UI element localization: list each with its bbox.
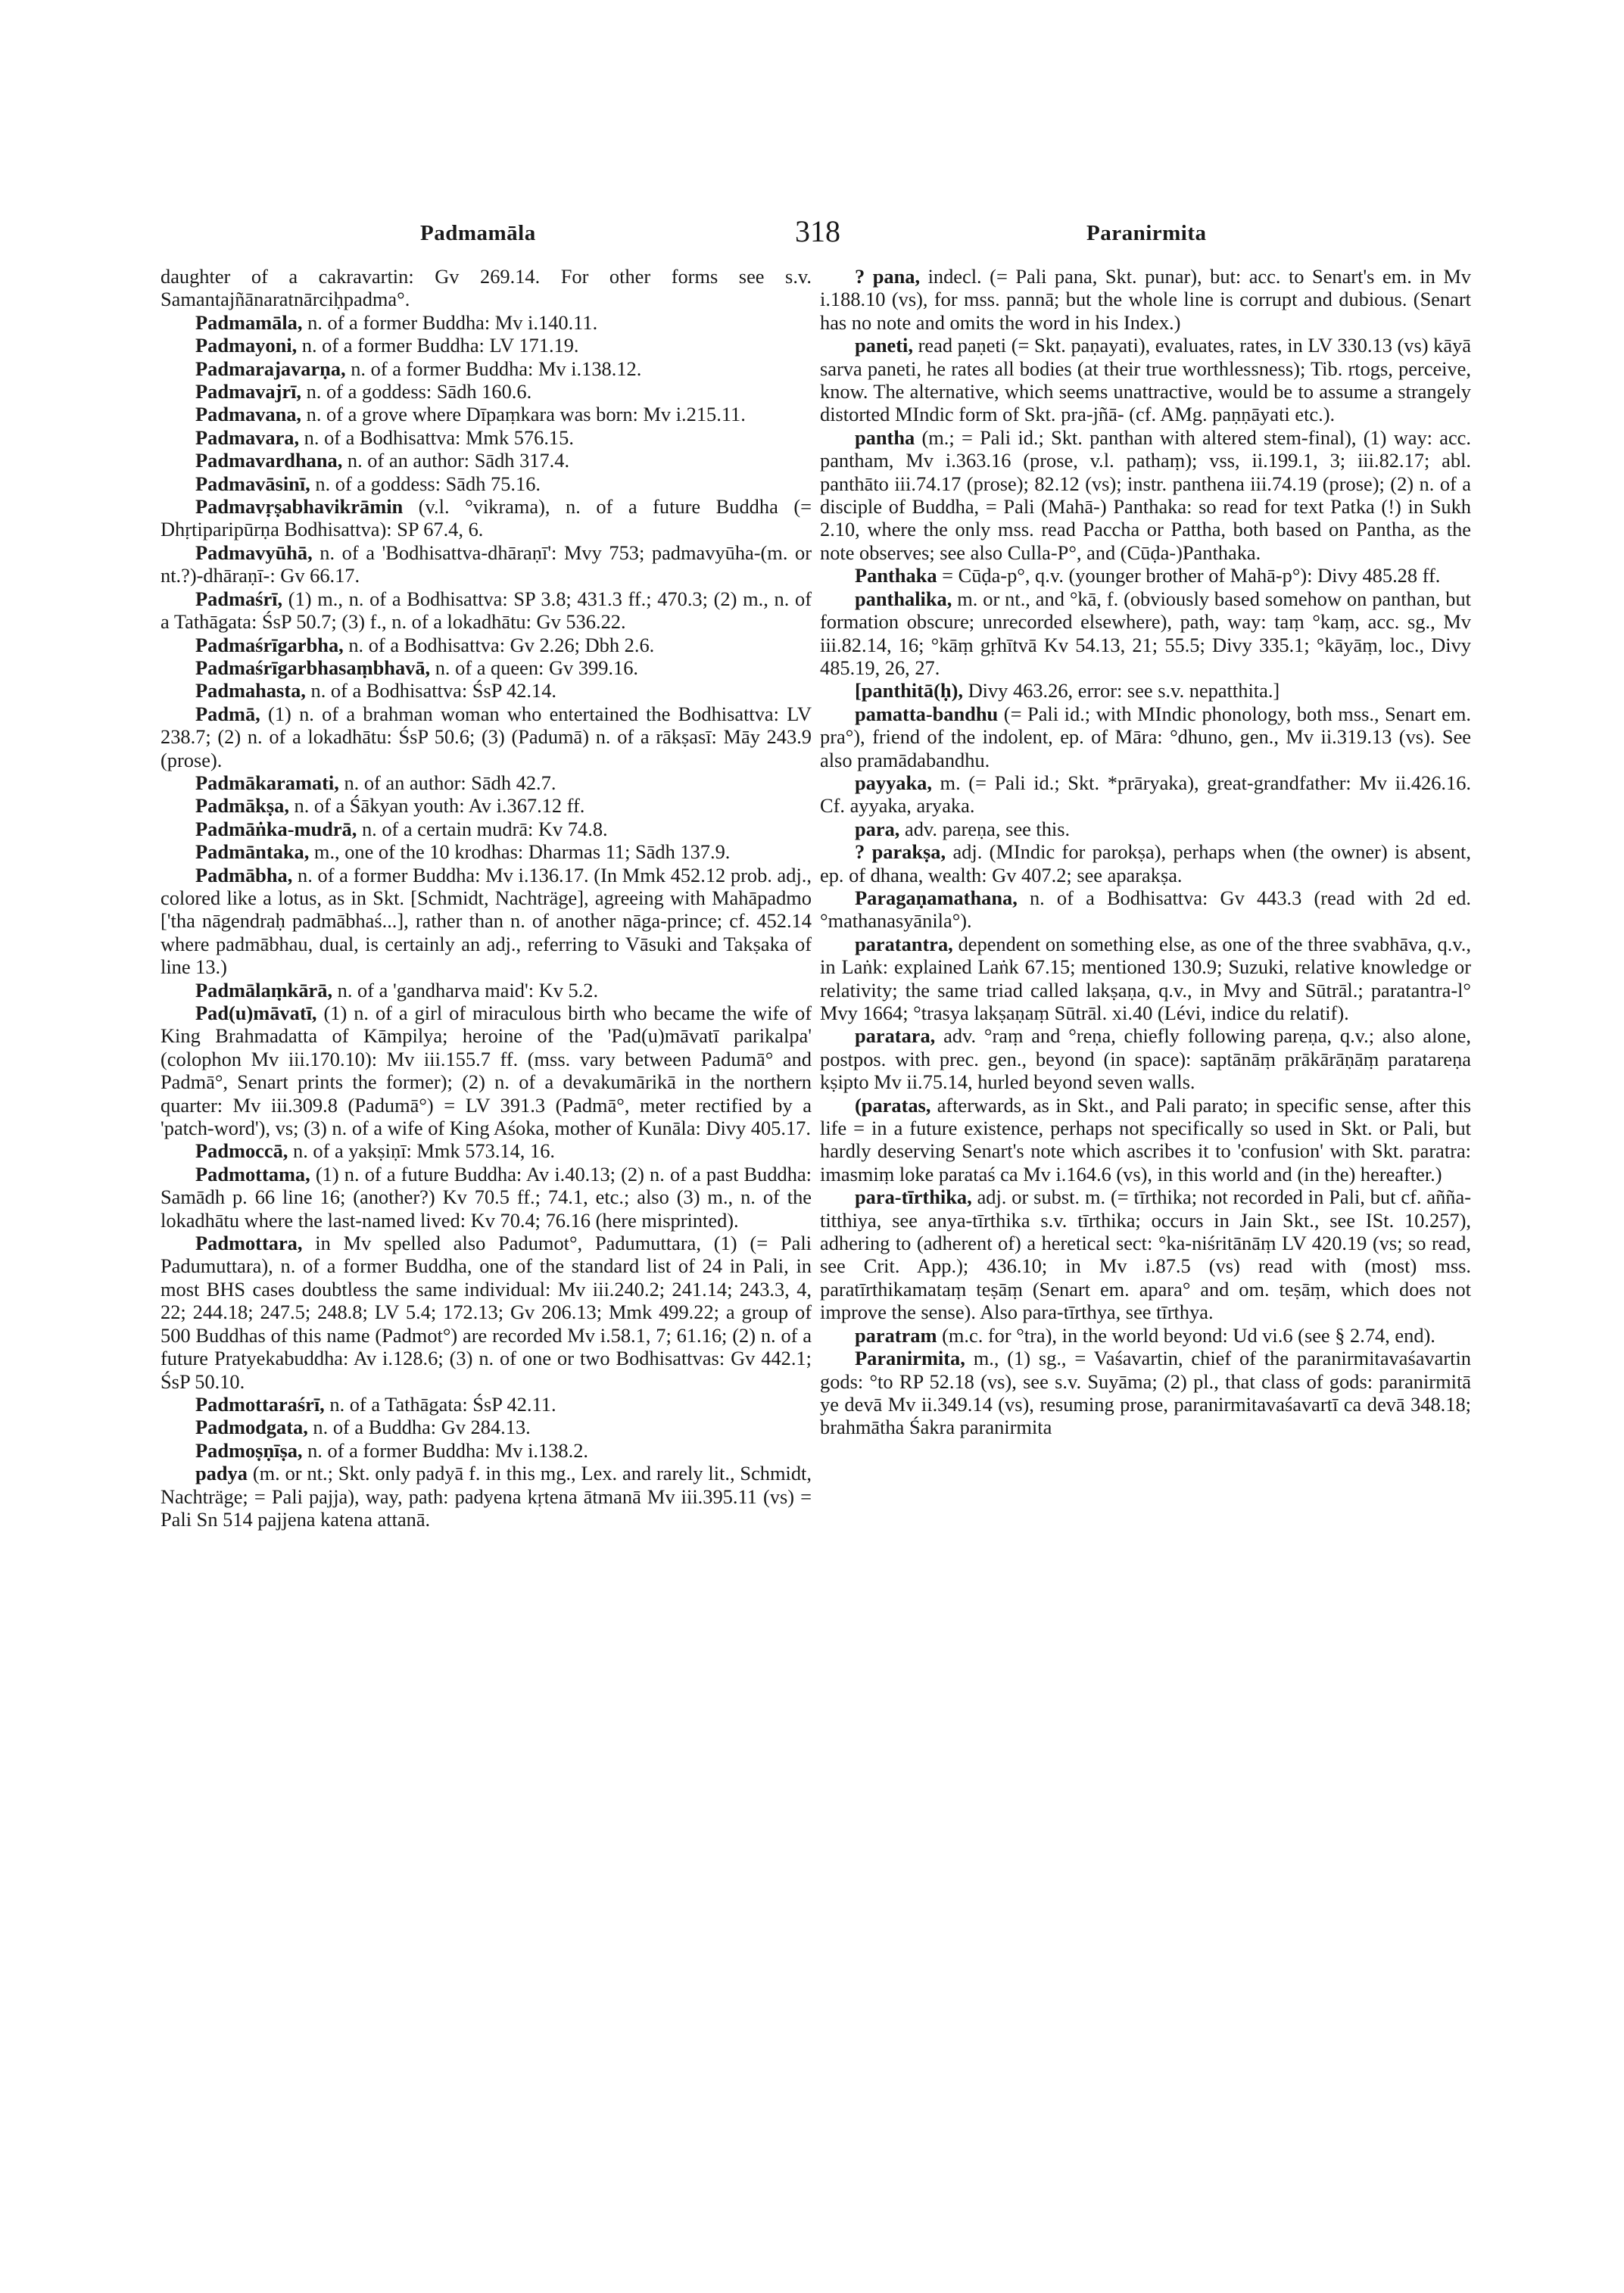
entry-definition: n. of a goddess: Sādh 75.16. xyxy=(310,472,541,495)
entry-headword: Padmarajavarṇa, xyxy=(195,357,346,380)
dictionary-entry xyxy=(820,1347,1471,1439)
entry-definition: adj. or subst. m. (= tīrthika; not recorded in Pali, but cf. añña-titthiya, see anya-tīrthika s.v. tīrthika; occurs in Jain Skt., see ISt. 10.257), adhering to (adherent of) a heretical sect: °ka-niśritānāṃ LV 420.19 (vs; so read, see Crit. App.); 436.10; in Mv i.87.5 (vs) read with (most) mss. paratīrthikamataṃ teṣāṃ (Senart em. apara° and om. teṣāṃ, which does not improve the sense). Also para-tīrthya, see tīrthya. xyxy=(820,1185,1471,1324)
dictionary-entry xyxy=(820,1094,1471,1186)
dictionary-entry xyxy=(161,472,812,495)
header-right-guideword: Paranirmita xyxy=(1086,221,1207,245)
dictionary-entry xyxy=(161,311,812,334)
dictionary-entry xyxy=(820,265,1471,334)
dictionary-entry xyxy=(161,1462,812,1531)
entry-definition: n. of a certain mudrā: Kv 74.8. xyxy=(357,817,608,840)
entry-headword: Panthaka xyxy=(855,564,937,587)
dictionary-entry xyxy=(161,840,812,863)
dictionary-entry xyxy=(820,933,1471,1025)
dictionary-entry xyxy=(161,1439,812,1462)
entry-definition: n. of a 'gandharva maid': Kv 5.2. xyxy=(332,978,599,1002)
entry-definition: n. of a 'Bodhisattva-dhāraṇī': Mvy 753; padmavyūha-(m. or nt.?)-dhāraṇī-: Gv 66.17. xyxy=(161,541,812,587)
entry-headword: pamatta-bandhu xyxy=(855,702,999,725)
entry-headword: Paranirmita, xyxy=(855,1347,965,1370)
entry-definition: n. of a former Buddha: LV 171.19. xyxy=(297,334,579,357)
entry-headword: Padmottaraśrī, xyxy=(195,1392,325,1416)
dictionary-entry xyxy=(161,1232,812,1393)
dictionary-entry xyxy=(161,357,812,380)
entry-definition: daughter of a cakravartin: Gv 269.14. For other forms see s.v. Samantajñānaratnārciḥpadma°. xyxy=(161,265,812,311)
entry-headword: Padmā, xyxy=(195,702,260,725)
entry-definition: n. of an author: Sādh 317.4. xyxy=(342,449,570,472)
entry-definition: n. of a Tathāgata: ŚsP 42.11. xyxy=(324,1392,556,1416)
entry-definition: (m.c. for °tra), in the world beyond: Ud vi.6 (see § 2.74, end). xyxy=(937,1323,1435,1347)
entry-definition: indecl. (= Pali pana, Skt. punar), but: acc. to Senart's em. in Mv i.188.10 (vs), for mss. pannā; but the whole line is corrupt and dubious. (Senart has no note and omits the word in his Index.) xyxy=(820,265,1472,334)
entry-headword: para, xyxy=(855,817,900,840)
entry-definition: n. of a queen: Gv 399.16. xyxy=(430,656,638,679)
entry-headword: Padmamāla, xyxy=(195,310,303,334)
entry-definition: m. (= Pali id.; Skt. *prāryaka), great-grandfather: Mv ii.426.16. Cf. ayyaka, aryaka. xyxy=(820,771,1471,818)
entry-definition: read paṇeti (= Skt. paṇayati), evaluates, rates, in LV 330.13 (vs) kāyā sarva paneti, he rates all bodies (at their true worthlessness); Tib. rtogs, perceive, know. The alternative, which seems unattractive, would be to assume a strangely distorted MIndic form of Skt. pra-jñā- (cf. AMg. paṇṇāyati etc.). xyxy=(820,334,1471,426)
header-left-guideword: Padmamāla xyxy=(420,221,536,245)
dictionary-entry xyxy=(161,979,812,1002)
dictionary-entry xyxy=(161,1393,812,1416)
running-head xyxy=(155,213,1473,259)
entry-definition: m. or nt., and °kā, f. (obviously based somehow on panthan, but formation obscure; unrecorded elsewhere), path, way: taṃ °kaṃ, acc. sg., Mv iii.82.14, 16; °kāṃ gṛhītvā Kv 54.13, 21; 55.5; Divy 335.1; °kāyāṃ, loc., Divy 485.19, 26, 27. xyxy=(820,587,1471,679)
page-number: 318 xyxy=(795,214,840,248)
dictionary-entry xyxy=(820,426,1471,564)
entry-definition: n. of a former Buddha: Mv i.140.11. xyxy=(302,310,598,334)
entry-headword: Padmākṣa, xyxy=(195,794,289,818)
dictionary-entry xyxy=(820,564,1471,587)
entry-definition: n. of a Śākyan youth: Av i.367.12 ff. xyxy=(288,794,585,818)
entry-definition: adj. (MIndic for parokṣa), perhaps when (the owner) is absent, ep. of dhana, wealth: Gv 407.2; see aparakṣa. xyxy=(820,840,1471,886)
dictionary-entry xyxy=(820,334,1471,426)
entry-headword: Padmoṣṇīṣa, xyxy=(195,1438,303,1462)
entry-headword: Padmahasta, xyxy=(195,679,306,703)
dictionary-entry xyxy=(820,1024,1471,1093)
entry-definition: n. of a former Buddha: Mv i.138.12. xyxy=(345,357,642,380)
entry-headword: Padmavṛṣabhavikrāmin xyxy=(195,495,404,519)
dictionary-entry xyxy=(820,771,1471,818)
entry-headword: Padmāṅka-mudrā, xyxy=(195,817,357,840)
entry-definition: n. of a former Buddha: Mv i.136.17. (In Mmk 452.12 prob. adj., colored like a lotus, as in Skt. [Schmidt, Nachträge], agreeing with Mahāpadmo ['tha nāgendraḥ padmābhaś...], rather than n. of another nāga-prince; cf. 452.14 where padmābhau, dual, is certainly an adj., referring to Vāsuki and Takṣaka of line 13.) xyxy=(161,863,812,979)
left-column xyxy=(161,265,812,1531)
dictionary-entry xyxy=(820,818,1471,840)
dictionary-entry xyxy=(820,886,1471,933)
dictionary-entry xyxy=(161,265,812,311)
entry-definition: adv. °raṃ and °reṇa, chiefly following pareṇa, q.v.; also alone, postpos. with prec. gen., beyond (in space): saptānāṃ prākārāṇāṃ paratareṇa kṣipto Mv ii.75.14, hurled beyond seven walls. xyxy=(820,1024,1471,1094)
entry-headword: paratara, xyxy=(855,1024,936,1048)
entry-headword: Padmaśrī, xyxy=(195,587,283,610)
entry-headword: Padmavyūhā, xyxy=(195,541,313,564)
dictionary-entry xyxy=(820,679,1471,702)
dictionary-entry xyxy=(161,818,812,840)
dictionary-entry xyxy=(161,334,812,357)
entry-headword: Padmavajrī, xyxy=(195,380,301,403)
entry-headword: Paragaṇamathana, xyxy=(855,886,1018,909)
dictionary-entry xyxy=(161,449,812,472)
entry-definition: m., one of the 10 krodhas: Dharmas 11; Sādh 137.9. xyxy=(309,840,731,864)
entry-headword: Padmālaṃkārā, xyxy=(195,978,333,1002)
entry-definition: n. of a Bodhisattva: Gv 2.26; Dbh 2.6. xyxy=(343,633,655,656)
dictionary-entry xyxy=(161,495,812,541)
entry-headword: Padmaśrīgarbha, xyxy=(195,633,344,656)
dictionary-entry xyxy=(161,541,812,587)
dictionary-entry xyxy=(161,1163,812,1232)
dictionary-entry xyxy=(161,426,812,449)
entry-definition: n. of a Bodhisattva: Mmk 576.15. xyxy=(299,425,574,449)
entry-headword: Pad(u)māvatī, xyxy=(195,1002,317,1024)
entry-definition: n. of a Bodhisattva: Gv 443.3 (read with 2d ed. °mathanasyānila°). xyxy=(820,886,1471,933)
entry-headword: pantha xyxy=(855,425,915,449)
dictionary-entry xyxy=(161,771,812,794)
entry-headword: paratram xyxy=(855,1323,937,1347)
entry-headword: [panthitā(ḥ), xyxy=(855,679,963,703)
entry-definition: (1) n. of a girl of miraculous birth who became the wife of King Brahmadatta of Kāmpilya; heroine of the 'Pad(u)māvatī parikalpa' (colophon Mv iii.170.10): Mv iii.155.7 ff. (mss. vary between Padumā° and Padmā°, Senart prints the former); (2) n. of a devakumārikā in the northern quarter: Mv iii.309.8 (Padumā°) = LV 391.3 (Padmā°, meter rectified by a 'patch-word'), vs; (3) n. of a wife of King Aśoka, mother of Kunāla: Divy 405.17. xyxy=(161,1002,812,1140)
dictionary-entry xyxy=(161,380,812,403)
entry-headword: Padmoccā, xyxy=(195,1139,288,1163)
entry-definition: in Mv spelled also Padumot°, Padumuttara, (1) (= Pali Padumuttara), n. of a former Buddha, one of the standard list of 24 in Pali, in most BHS cases doubtless the same individual: Mv iii.240.2; 241.14; 243.3, 4, 22; 244.18; 247.5; 248.8; LV 5.4; 172.13; Gv 206.13; Mmk 499.22; a group of 500 Buddhas of this name (Padmot°) are recorded Mv i.58.1, 7; 61.16; (2) n. of a future Pratyekabuddha: Av i.128.6; (3) n. of one or two Bodhisattvas: Gv 442.1; ŚsP 50.10. xyxy=(161,1232,812,1393)
entry-headword: Padmavara, xyxy=(195,425,300,449)
entry-headword: paneti, xyxy=(855,334,913,357)
entry-definition: (= Pali id.; with MIndic phonology, both mss., Senart em. pra°), friend of the indolent, ep. of Māra: °dhuno, gen., Mv ii.319.13 (vs). See also pramādabandhu. xyxy=(820,702,1471,771)
dictionary-entry xyxy=(161,703,812,771)
entry-headword: Padmodgata, xyxy=(195,1416,308,1439)
dictionary-entry xyxy=(161,679,812,702)
dictionary-entry xyxy=(820,587,1471,680)
entry-headword: Padmaśrīgarbhasaṃbhavā, xyxy=(195,656,431,679)
entry-headword: para-tīrthika, xyxy=(855,1185,972,1209)
entry-definition: n. of a grove where Dīpaṃkara was born: Mv i.215.11. xyxy=(301,403,746,426)
entry-definition: (m.; = Pali id.; Skt. panthan with altered stem-final), (1) way: acc. pantham, Mv i.363.16 (prose, v.l. pathaṃ); vss, ii.199.1, 3; iii.82.17; abl. panthāto iii.74.17 (prose); 82.12 (vs); instr. panthena iii.74.19 (prose); (2) n. of a disciple of Buddha, = Pali (Mahā-) Panthaka: so read for text Patka (!) in Sukh 2.10, where the only mss. read Paccha or Pattha, both based on Pantha, as the note observes; see also Culla-P°, and (Cūḍa-)Panthaka. xyxy=(820,425,1471,564)
dictionary-entry xyxy=(161,403,812,425)
entry-definition: (1) n. of a future Buddha: Av i.40.13; (2) n. of a past Buddha: Samādh p. 66 line 16; (another?) Kv 70.5 ff.; 74.1, etc.; also (3) m., n. of the lokadhātu where the last-named lived: Kv 70.4; 76.16 (here misprinted). xyxy=(161,1162,812,1232)
dictionary-entry xyxy=(161,1416,812,1438)
entry-headword: Padmottama, xyxy=(195,1162,310,1185)
dictionary-entry xyxy=(161,634,812,656)
entry-headword: Padmākaramati, xyxy=(195,771,339,794)
dictionary-entry xyxy=(161,1139,812,1162)
entry-headword: Padmavardhana, xyxy=(195,449,343,472)
dictionary-entry xyxy=(820,1324,1471,1347)
dictionary-entry xyxy=(161,587,812,634)
right-column xyxy=(820,265,1471,1439)
entry-headword: Padmāntaka, xyxy=(195,840,310,864)
entry-definition: Divy 463.26, error: see s.v. nepatthita.] xyxy=(962,679,1280,703)
entry-headword: Padmottara, xyxy=(195,1232,303,1255)
entry-definition: n. of an author: Sādh 42.7. xyxy=(338,771,556,794)
dictionary-entry xyxy=(161,1002,812,1139)
entry-definition: n. of a Bodhisattva: ŚsP 42.14. xyxy=(305,679,557,703)
entry-headword: payyaka, xyxy=(855,771,932,794)
entry-definition: m., (1) sg., = Vaśavartin, chief of the paranirmitavaśavartin gods: °to RP 52.18 (vs), see s.v. Suyāma; (2) pl., that class of gods: paranirmitā ye devā Mv ii.349.14 (vs), resuming prose, paranirmitavaśavartī ca devā 348.18; brahmātha Śakra paranirmita xyxy=(820,1347,1471,1439)
entry-definition: n. of a former Buddha: Mv i.138.2. xyxy=(302,1438,588,1462)
entry-headword: Padmavana, xyxy=(195,403,302,426)
entry-headword: Padmayoni, xyxy=(195,334,298,357)
dictionary-entry xyxy=(820,840,1471,886)
entry-definition: n. of a Buddha: Gv 284.13. xyxy=(307,1416,531,1439)
dictionary-entry xyxy=(820,703,1471,771)
entry-headword: Padmavāsinī, xyxy=(195,472,310,495)
entry-headword: Padmābha, xyxy=(195,863,293,886)
entry-headword: padya xyxy=(195,1462,248,1485)
entry-definition: afterwards, as in Skt., and Pali parato; in specific sense, after this life = in a future existence, perhaps not specifically so used in Skt. or Pali, but hardly deserving Senart's note which ascribes it to 'confusion' with Skt. paratra: imasmiṃ loke parataś ca Mv i.164.6 (vs), in this world and (in the) hereafter.) xyxy=(820,1093,1471,1185)
entry-headword: ? parakṣa, xyxy=(855,840,946,864)
entry-headword: (paratas, xyxy=(855,1093,931,1117)
entry-headword: panthalika, xyxy=(855,587,952,610)
entry-definition: = Cūḍa-p°, q.v. (younger brother of Mahā-p°): Divy 485.28 ff. xyxy=(937,564,1441,587)
dictionary-entry xyxy=(161,794,812,817)
dictionary-entry xyxy=(161,864,812,979)
entry-definition: (m. or nt.; Skt. only padyā f. in this mg., Lex. and rarely lit., Schmidt, Nachträge; = Pali pajja), way, path: padyena kṛtena ātmanā Mv iii.395.11 (vs) = Pali Sn 514 pajjena katena attanā. xyxy=(161,1462,812,1531)
entry-definition: n. of a yakṣiṇī: Mmk 573.14, 16. xyxy=(288,1139,555,1163)
entry-definition: (1) m., n. of a Bodhisattva: SP 3.8; 431.3 ff.; 470.3; (2) m., n. of a Tathāgata: ŚsP 50.7; (3) f., n. of a lokadhātu: Gv 536.22. xyxy=(161,587,812,634)
entry-definition: adv. pareṇa, see this. xyxy=(899,817,1071,840)
entry-definition: (v.l. °vikrama), n. of a future Buddha (= Dhṛtiparipūrṇa Bodhisattva): SP 67.4, 6. xyxy=(161,495,812,541)
dictionary-entry xyxy=(161,656,812,679)
entry-definition: (1) n. of a brahman woman who entertained the Bodhisattva: LV 238.7; (2) n. of a lokadhātu: ŚsP 50.6; (3) (Padumā) n. of a rākṣasī: Māy 243.9 (prose). xyxy=(161,702,812,771)
dictionary-entry xyxy=(820,1185,1471,1323)
entry-definition: n. of a goddess: Sādh 160.6. xyxy=(301,380,532,403)
entry-definition: dependent on something else, as one of the three svabhāva, q.v., in Laṅk: explained Laṅk 67.15; mentioned 130.9; Suzuki, relative knowledge or relativity; the same triad called lakṣaṇa, q.v., in Mvy and Sūtrāl.; paratantra-l° Mvy 1664; °trasya lakṣaṇaṃ Sūtrāl. xi.40 (Lévi, indice du relatif). xyxy=(820,932,1471,1024)
entry-headword: ? pana, xyxy=(855,265,921,288)
entry-headword: paratantra, xyxy=(855,932,953,955)
